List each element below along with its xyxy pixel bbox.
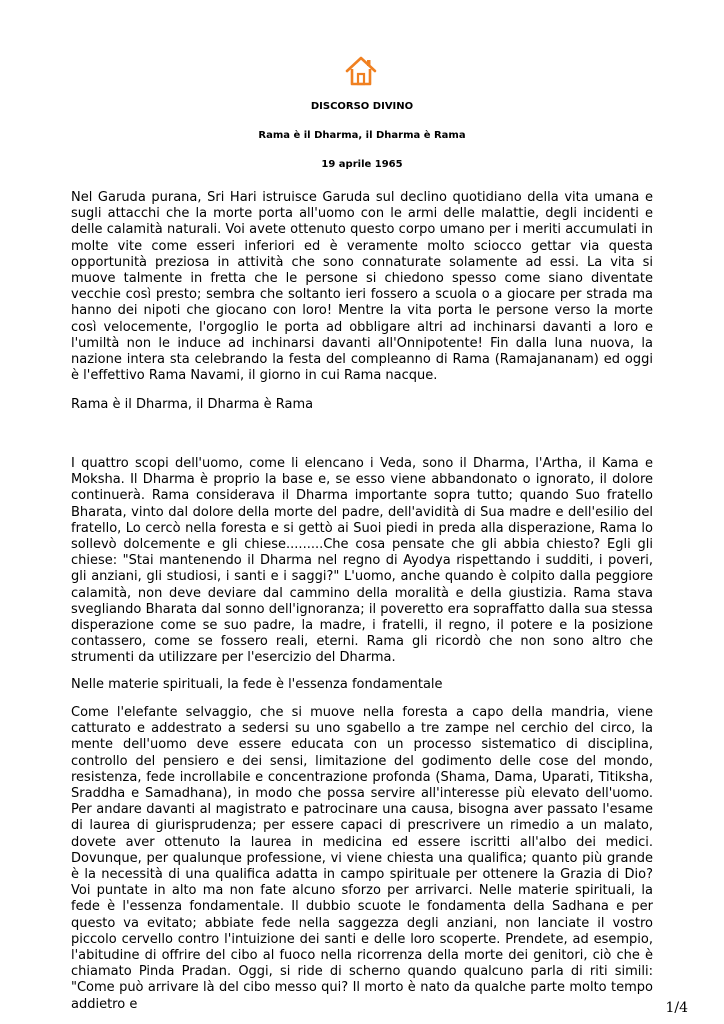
home-icon-graphic: [344, 54, 378, 88]
document-date: 19 aprile 1965: [321, 159, 403, 170]
document-title: DISCORSO DIVINO: [310, 101, 414, 112]
section-heading-dharma: Rama è il Dharma, il Dharma è Rama: [71, 397, 314, 412]
document-subtitle: Rama è il Dharma, il Dharma è Rama: [258, 130, 466, 141]
paragraph-dharma: I quattro scopi dell'uomo, come li elencano i Veda, sono il Dharma, l'Artha, il Kama e Moksha. Il Dharma è proprio la base e, se esso viene abbandonato o ignorato, il dolore continuerà. Rama considerava il Dharma importante sopra tutto; quando Suo fratello Bharata, vinto dal dolore della morte del padre, dell'avidità di Sua madre e dell'esilio del fratello, Lo cercò nella foresta e si gettò ai Suoi piedi in preda alla disperazione, Rama lo sollevò dolcemente e gli chiese.........Che cosa pensate che gli abbia chiesto? Egli gli chiese: "Stai mantenendo il Dharma nel regno di Ayodya rispettando i sudditi, i poveri, gli anziani, gli studiosi, i santi e i saggi?" L'uomo, anche quando è colpito dalla peggiore calamità, non deve deviare dal cammino della moralità e della giustizia. Rama stava svegliando Bharata dal sonno dell'ignoranza; il poveretto era sopraffatto dalla sua stessa disperazione come se suo padre, la madre, i fratelli, il regno, il potere e la posizione contassero, come se fossero reali, eterni. Rama gli ricordò che non sono altro che strumenti da utilizzare per l'esercizio del Dharma.: [71, 456, 653, 666]
section-heading-faith: Nelle materie spirituali, la fede è l'essenza fondamentale: [71, 677, 443, 692]
paragraph-intro: Nel Garuda purana, Sri Hari istruisce Garuda sul declino quotidiano della vita umana e sugli attacchi che la morte porta all'uomo con le armi delle malattie, degli incidenti e delle calamità naturali. Voi avete ottenuto questo corpo umano per i meriti accumulati in molte vite come esseri inferiori ed è veramente molto sciocco gettar via questa opportunità preziosa in attività che sono connaturate solamente ad essi. La vita si muove talmente in fretta che le persone si chiedono spesso come siano diventate vecchie così presto; sembra che soltanto ieri fossero a scuola o a giocare per strada ma hanno dei nipoti che giocano con loro! Mentre la vita porta le persone verso la morte così velocemente, l'orgoglio le porta ad obbligare altri ad inchinarsi davanti a loro e l'umiltà non le induce ad inchinarsi davanti all'Onnipotente! Fin dalla luna nuova, la nazione intera sta celebrando la festa del compleanno di Rama (Ramajananam) ed oggi è l'effettivo Rama Navami, il giorno in cui Rama nacque.: [71, 190, 653, 384]
page-number: 1/4: [665, 1000, 688, 1016]
home-icon[interactable]: [344, 54, 378, 88]
paragraph-faith: Come l'elefante selvaggio, che si muove nella foresta a capo della mandria, viene catturato e addestrato a sedersi su uno sgabello a tre zampe nel cerchio del circo, la mente dell'uomo deve essere educata con un processo sistematico di disciplina, controllo del pensiero e dei sensi, limitazione del godimento delle cose del mondo, resistenza, fede incrollabile e concentrazione profonda (Shama, Dama, Uparati, Titiksha, Sraddha e Samadhana), in modo che possa servire all'interesse più elevato dell'uomo. Per andare davanti al magistrato e patrocinare una causa, bisogna aver passato l'esame di laurea di giurisprudenza; per essere capaci di prescrivere un rimedio a un malato, dovete aver ottenuto la laurea in medicina ed essere iscritti all'albo dei medici. Dovunque, per qualunque professione, vi viene chiesta una qualifica; quanto più grande è la necessità di una qualifica adatta in campo spirituale per ottenere la Grazia di Dio? Voi puntate in alto ma non fate alcuno sforzo per arrivarci. Nelle materie spirituali, la fede è l'essenza fondamentale. Il dubbio scuote le fondamenta della Sadhana e per questo va evitato; abbiate fede nella saggezza degli anziani, non lanciate il vostro piccolo cervello contro l'intuizione dei santi e delle loro scoperte. Prendete, ad esempio, l'abitudine di offrire del cibo al fuoco nella ricorrenza della morte dei genitori, ciò che è chiamato Pinda Pradan. Oggi, si ride di scherno quando qualcuno parla di riti simili: "Come può arrivare là del cibo messo qui? Il morto è nato da qualche parte molto tempo addietro e: [71, 705, 653, 1012]
